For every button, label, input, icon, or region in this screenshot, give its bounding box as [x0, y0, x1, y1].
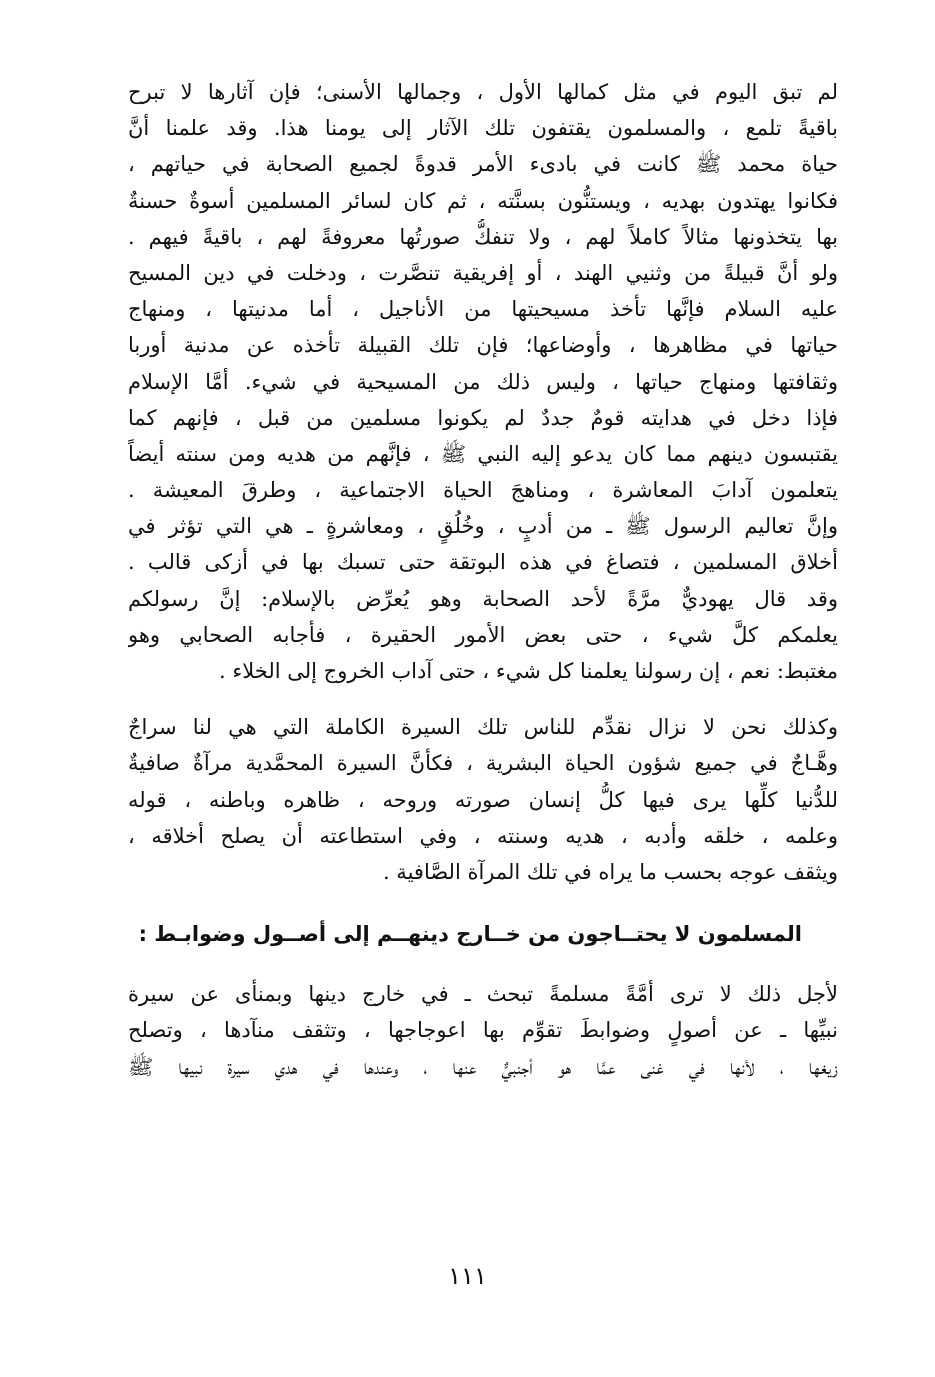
text-line: زيغها ، لأنها في غنى عمَّا هو أجنبيٌّ عنها ، وعندها في هدي سيرة نبيها ﷺ — [128, 1054, 838, 1079]
text-line: وهَّـاجٌ في جميع شؤون الحياة البشرية ، فكأنَّ السيرة المحمَّدية مرآةٌ صافيةٌ — [128, 751, 838, 776]
page-body — [128, 74, 838, 1085]
text-line: فكانوا يهتدون بهديه ، ويستنُّون بسنَّته ، ثم كان لسائر المسلمين أسوةٌ حسنةٌ — [128, 188, 838, 213]
text-line: لم تبق اليوم في مثل كمالها الأول ، وجمالها الأسنى؛ فإن آثارها لا تبرح — [128, 80, 838, 104]
text-line: ويثقف عوجه بحسب ما يراه في تلك المرآة الصَّافية . — [382, 859, 838, 884]
text-line: مغتبط: نعم ، إن رسولنا يعلمنا كل شيء ، حتى آداب الخروج إلى الخلاء . — [219, 659, 838, 683]
text-line: بها يتخذونها مثالاً كاملاً لهم ، ولا تنفكُّ صورتُها معروفةً لهم ، باقيةً فيهم . — [128, 224, 838, 249]
text-line: وقد قال يهوديٌّ مرَّةً لأحد الصحابة وهو يُعرِّض بالإسلام: إنَّ رسولكم — [128, 586, 838, 611]
text-line: نبيِّها ـ عن أصولٍ وضوابطَ تقوِّم بها اعوجاجها ، وتثقف منآدها ، وتصلح — [128, 1018, 838, 1043]
text-line: باقيةً تلمع ، والمسلمون يقتفون تلك الآثار إلى يومنا هذا. وقد علمنا أنَّ — [128, 116, 838, 141]
text-line: يقتبسون دينهم مما كان يدعو إليه النبي ﷺ ، فإنَّهم من هديه ومن سنته أيضاً — [128, 441, 838, 466]
paragraph-3 — [128, 976, 838, 1085]
paragraph-2 — [128, 709, 838, 890]
paragraph-1 — [128, 74, 838, 689]
text-line: يعلمكم كلَّ شيء ، حتى بعض الأمور الحقيرة ، فأجابه الصحابي وهو — [128, 622, 838, 647]
text-line: حياتها في مظاهرها ، وأوضاعها؛ فإن تلك القبيلة تأخذه عن مدنية أوربا — [128, 333, 838, 358]
text-line: حياة محمد ﷺ كانت في بادىء الأمر قدوةً لجميع الصحابة في حياتهم ، — [128, 152, 838, 177]
text-line: لأجل ذلك لا ترى أمَّةً مسلمةً تبحث ـ في خارج دينها وبمنأى عن سيرة — [128, 982, 838, 1007]
text-line: وثقافتها ومنهاج حياتها ، وليس ذلك من المسيحية في شيء. أمَّا الإسلام — [128, 369, 838, 394]
text-line: ولو أنَّ قبيلةً من وثنيي الهند ، أو إفريقية تنصَّرت ، ودخلت في دين المسيح — [128, 260, 838, 285]
text-line: وإنَّ تعاليم الرسول ﷺ ـ من أدبٍ ، وخُلُقٍ ، ومعاشرةٍ ـ هي التي تؤثر في — [128, 514, 838, 539]
text-line: للدُّنيا كلِّها يرى فيها كلُّ إنسان صورته وروحه ، ظاهره وباطنه ، قوله — [128, 787, 838, 812]
text-line: فإذا دخل في هدايته قومٌ جددٌ لم يكونوا مسلمين من قبل ، فإنهم كما — [128, 405, 838, 430]
text-line: وكذلك نحن لا نزال نقدِّم للناس تلك السيرة الكاملة التي هي لنا سراجٌ — [128, 715, 838, 740]
section-heading: المسلمون لا يحتــاجون من خــارج دينهــم إلى أصــول وضوابـط : — [138, 922, 802, 947]
text-line: وعلمه ، خلقه وأدبه ، هديه وسنته ، وفي استطاعته أن يصلح أخلاقه ، — [128, 823, 838, 848]
page-number: ١١١ — [448, 1262, 487, 1290]
text-line: يتعلمون آدابَ المعاشرة ، ومناهجَ الحياة الاجتماعية ، وطرقَ المعيشة . — [128, 478, 838, 503]
text-line: عليه السلام فإنَّها تأخذ مسيحيتها من الأناجيل ، أما مدنيتها ، ومنهاج — [128, 297, 838, 322]
text-line: أخلاق المسلمين ، فتصاغ في هذه البوتقة حتى تسبك بها في أزكى قالب . — [128, 550, 838, 575]
